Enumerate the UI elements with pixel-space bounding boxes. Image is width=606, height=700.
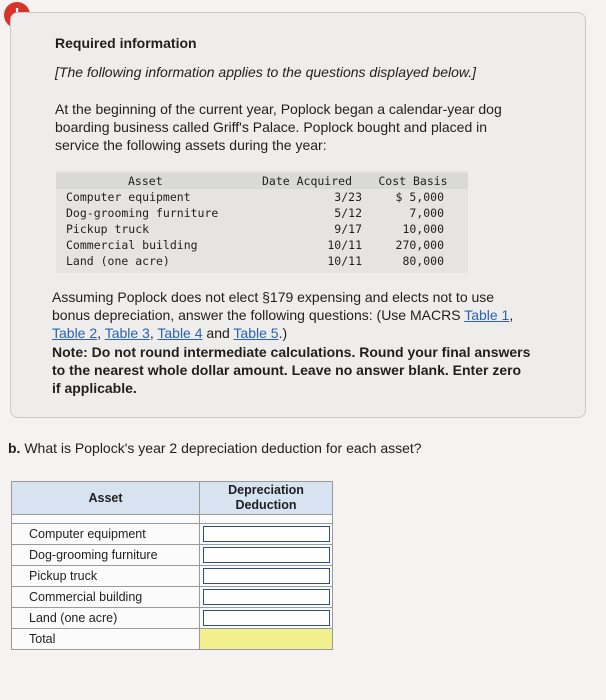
answer-asset-label: Computer equipment bbox=[12, 524, 200, 545]
table-row bbox=[56, 237, 468, 253]
cost-basis: 270,000 bbox=[395, 238, 444, 252]
depreciation-answer-table bbox=[11, 481, 333, 650]
rounding-note: Note: Do not round intermediate calculations. Round your final answers to the nearest whole dollar amount. Leave no answer blank. Enter zero if applicable. bbox=[52, 344, 531, 396]
table-row bbox=[12, 545, 333, 566]
land-deduction-input[interactable] bbox=[203, 610, 330, 626]
date-acquired: 5/12 bbox=[334, 206, 362, 220]
col-date-header: Date Acquired bbox=[261, 174, 352, 188]
answer-asset-label: Dog-grooming furniture bbox=[12, 545, 200, 566]
table-1-link[interactable]: Table 1 bbox=[464, 307, 510, 323]
answer-asset-label: Commercial building bbox=[12, 587, 200, 608]
asset-name: Dog-grooming furniture bbox=[66, 206, 219, 220]
deduction-cell bbox=[200, 545, 333, 566]
spacer-cell bbox=[200, 515, 333, 524]
question-text: What is Poplock's year 2 depreciation deduction for each asset? bbox=[20, 440, 422, 456]
table-row bbox=[56, 253, 468, 269]
asset-name: Land (one acre) bbox=[66, 254, 170, 268]
answer-col-asset-header: Asset bbox=[12, 482, 200, 515]
assets-table bbox=[56, 171, 468, 273]
total-deduction-cell bbox=[200, 629, 333, 650]
dog-grooming-furniture-deduction-input[interactable] bbox=[203, 547, 330, 563]
col-cost-header: Cost Basis bbox=[378, 174, 448, 188]
link-separator: , bbox=[97, 325, 105, 341]
answer-asset-label: Land (one acre) bbox=[12, 608, 200, 629]
link-separator: , bbox=[509, 307, 514, 323]
cost-basis: 10,000 bbox=[402, 222, 444, 236]
scenario-paragraph: At the beginning of the current year, Poplock began a calendar-year dog boarding business called Griff's Palace. Poplock bought and placed in service the following assets during the year: bbox=[55, 101, 502, 153]
cost-basis: 80,000 bbox=[402, 254, 444, 268]
table-3-link[interactable]: Table 3 bbox=[104, 325, 150, 341]
table-4-link[interactable]: Table 4 bbox=[157, 325, 203, 341]
deduction-cell bbox=[200, 566, 333, 587]
required-info-title: Required information bbox=[55, 35, 197, 51]
assumption-text: Assuming Poplock does not elect §179 expensing and elects not to use bonus depreciation, answer the following questions: (Use MACRS bbox=[52, 289, 495, 323]
table-5-link[interactable]: Table 5 bbox=[233, 325, 279, 341]
table-row bbox=[12, 566, 333, 587]
table-row bbox=[12, 608, 333, 629]
date-acquired: 10/11 bbox=[327, 254, 362, 268]
col-asset-header: Asset bbox=[128, 174, 163, 188]
link-close: .) bbox=[278, 325, 288, 341]
asset-name: Commercial building bbox=[66, 238, 198, 252]
assets-table-header bbox=[56, 173, 468, 189]
asset-name: Pickup truck bbox=[66, 222, 150, 236]
spacer-cell bbox=[12, 515, 200, 524]
computer-equipment-deduction-input[interactable] bbox=[203, 526, 330, 542]
table-row bbox=[56, 205, 468, 221]
link-separator: , bbox=[149, 325, 158, 341]
date-acquired: 10/11 bbox=[327, 238, 362, 252]
question-b bbox=[8, 440, 422, 456]
asset-name: Computer equipment bbox=[66, 190, 191, 204]
deduction-cell bbox=[200, 608, 333, 629]
table-row bbox=[56, 189, 468, 205]
commercial-building-deduction-input[interactable] bbox=[203, 589, 330, 605]
answer-col-deduction-header: Depreciation Deduction bbox=[200, 482, 333, 515]
answer-total-label: Total bbox=[12, 629, 200, 650]
date-acquired: 3/23 bbox=[334, 190, 362, 204]
table-row bbox=[12, 524, 333, 545]
instructions-paragraph bbox=[52, 288, 532, 342]
answer-asset-label: Pickup truck bbox=[12, 566, 200, 587]
deduction-cell bbox=[200, 587, 333, 608]
pickup-truck-deduction-input[interactable] bbox=[203, 568, 330, 584]
table-row bbox=[56, 221, 468, 237]
deduction-cell bbox=[200, 524, 333, 545]
date-acquired: 9/17 bbox=[334, 222, 362, 236]
table-2-link[interactable]: Table 2 bbox=[52, 325, 98, 341]
info-applies-note: [The following information applies to the questions displayed below.] bbox=[55, 64, 477, 80]
cost-basis: $ 5,000 bbox=[395, 190, 444, 204]
question-label: b. bbox=[8, 440, 21, 456]
table-row bbox=[12, 629, 333, 650]
link-and: and bbox=[202, 325, 234, 341]
table-row bbox=[12, 587, 333, 608]
cost-basis: 7,000 bbox=[409, 206, 444, 220]
